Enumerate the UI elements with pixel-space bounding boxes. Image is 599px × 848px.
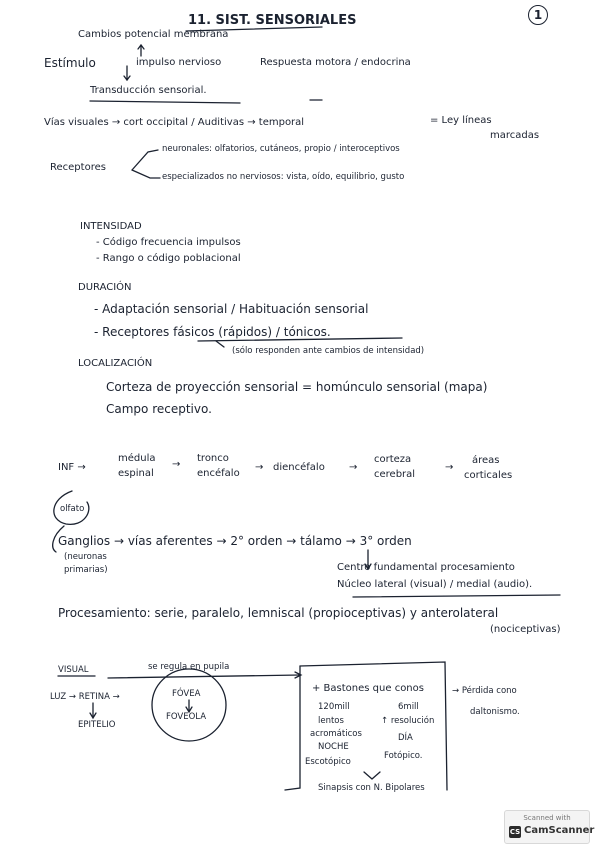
cerebral-cortex-label: corteza: [374, 454, 412, 465]
brainstem-label: tronco: [197, 453, 229, 464]
duration-item-receptors: - Receptores fásicos (rápidos) / tónicos.: [94, 325, 331, 339]
fovea-label: FÓVEA: [172, 689, 201, 699]
thalamic-nucleus: Núcleo lateral (visual) / medial (audio).: [337, 579, 533, 590]
light-retina-flow: LUZ → RETINA →: [50, 692, 120, 702]
bipolar-synapse-note: Sinapsis con N. Bipolares: [318, 783, 425, 793]
olfaction-note: olfato: [60, 504, 85, 514]
primary-neurons-note: (neuronas: [64, 552, 107, 562]
page-number-badge: 1: [528, 5, 548, 25]
motor-response-label: Respuesta motora / endocrina: [260, 57, 411, 68]
page-title: 11. SIST. SENSORIALES: [188, 13, 357, 28]
labeled-lines-law: = Ley líneas: [430, 115, 492, 126]
processing-types: Procesamiento: serie, paralelo, lemniscal (propioceptivas) y anterolateral: [58, 606, 499, 620]
cones-resolution: ↑ resolución: [381, 716, 435, 726]
inf-label: INF →: [58, 462, 86, 473]
rods-night: NOCHE: [318, 742, 349, 752]
flow-arrow-1: →: [172, 459, 181, 470]
flow-arrow-4: →: [445, 462, 454, 473]
nerve-impulse-label: impulso nervioso: [136, 57, 222, 68]
processing-center: Centro fundamental procesamiento: [337, 562, 515, 573]
cerebral-cortex-label-cont: cerebral: [374, 469, 416, 480]
rods-achromatic: acromáticos: [310, 729, 362, 739]
rods-slow: lentos: [318, 716, 344, 726]
camscanner-watermark: [504, 810, 595, 844]
visual-auditory-pathways: Vías visuales → cort occipital / Auditivas → temporal: [44, 117, 305, 128]
primary-neurons-note-cont: primarias): [64, 565, 108, 575]
specialized-receptors: especializados no nerviosos: vista, oído, equilibrio, gusto: [162, 172, 405, 182]
spinal-cord-label-cont: espinal: [118, 468, 154, 479]
duration-heading: DURACIÓN: [78, 282, 132, 293]
rods-cones-heading: + Bastones que conos: [312, 683, 424, 694]
rods-count: 120mill: [318, 702, 350, 712]
phasic-receptors-note: (sólo responden ante cambios de intensidad): [232, 346, 425, 356]
camscanner-label: CamScanner: [524, 825, 595, 836]
nociceptive-note: (nociceptivas): [490, 624, 561, 635]
neuronal-receptors: neuronales: olfatorios, cutáneos, propio / interoceptivos: [162, 144, 400, 154]
spinal-cord-label: médula: [118, 453, 156, 464]
transduction-label: Transducción sensorial.: [90, 85, 207, 96]
cones-photopic: Fotópico.: [384, 751, 423, 761]
flow-arrow-3: →: [349, 462, 358, 473]
scanned-with-label: Scanned with: [523, 814, 571, 822]
intensity-item-frequency: - Código frecuencia impulsos: [96, 237, 241, 248]
receptors-label: Receptores: [50, 162, 106, 173]
flow-arrow-2: →: [255, 462, 264, 473]
cones-count: 6mill: [398, 702, 419, 712]
visual-heading: VISUAL: [58, 665, 89, 675]
projection-cortex: Corteza de proyección sensorial = homúnculo sensorial (mapa): [106, 380, 488, 394]
daltonism-note: daltonismo.: [470, 707, 520, 717]
epithelium-label: EPITELIO: [78, 720, 116, 730]
labeled-lines-law-cont: marcadas: [490, 130, 540, 141]
receptive-field: Campo receptivo.: [106, 402, 212, 416]
brainstem-label-cont: encéfalo: [197, 468, 240, 479]
intensity-item-population: - Rango o código poblacional: [96, 253, 241, 264]
cortical-areas-label: áreas: [472, 455, 500, 466]
rods-scotopic: Escotópico: [305, 757, 351, 767]
stimulus-label: Estímulo: [44, 56, 96, 70]
cones-day: DÍA: [398, 733, 413, 743]
diencephalon-label: diencéfalo: [273, 462, 325, 473]
camscanner-logo-icon: CS: [509, 828, 521, 836]
membrane-potential-note: Cambios potencial membrana: [78, 29, 229, 40]
pupil-regulation-note: se regula en pupila: [148, 662, 230, 672]
cortical-areas-label-cont: corticales: [464, 470, 513, 481]
intensity-heading: INTENSIDAD: [80, 221, 142, 232]
duration-item-adaptation: - Adaptación sensorial / Habituación sensorial: [94, 302, 369, 316]
localization-heading: LOCALIZACIÓN: [78, 358, 153, 369]
foveola-label: FOVEOLA: [166, 712, 207, 722]
ganglia-pathway: Ganglios → vías aferentes → 2° orden → tálamo → 3° orden: [58, 534, 412, 548]
cone-loss-note: → Pérdida cono: [452, 686, 517, 696]
